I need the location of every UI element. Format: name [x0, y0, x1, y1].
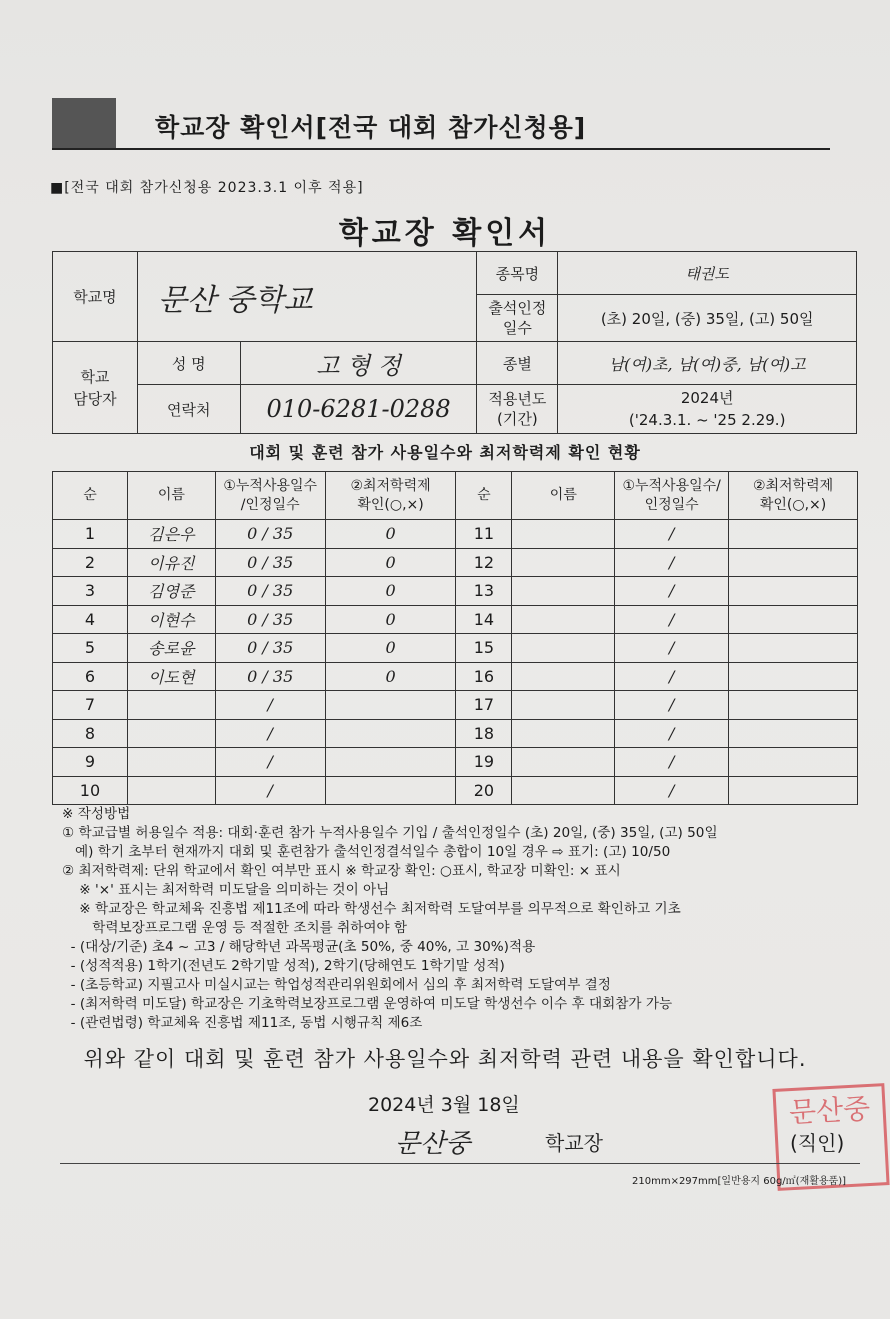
academic-check [729, 748, 858, 777]
days-value: 0 / 35 [215, 605, 325, 634]
row-no: 14 [456, 605, 512, 634]
academic-check [729, 577, 858, 606]
col-name: 이름 [127, 472, 215, 520]
row-no: 7 [53, 691, 128, 720]
days-value: / [215, 776, 325, 805]
days-value: / [615, 691, 729, 720]
table-row [53, 577, 858, 606]
academic-check: 0 [325, 520, 456, 549]
days-value: / [215, 748, 325, 777]
instruction-line: - (초등학교) 지필고사 미실시교는 학업성적관리위원회에서 심의 후 최저학력 도달여부 결정 [62, 977, 611, 993]
attendance-value: (초) 20일, (중) 35일, (고) 50일 [558, 295, 857, 342]
student-name [512, 548, 615, 577]
official-seal-icon: 문산중 [772, 1083, 889, 1191]
student-name [512, 719, 615, 748]
student-name [512, 691, 615, 720]
table-row [53, 548, 858, 577]
row-no: 19 [456, 748, 512, 777]
paper-spec: 210mm×297mm[일반용지 60g/㎡(재활용품)] [632, 1176, 847, 1187]
academic-check [729, 776, 858, 805]
student-name: 이현수 [127, 605, 215, 634]
row-no: 16 [456, 662, 512, 691]
row-no: 3 [53, 577, 128, 606]
applies-note: ■[전국 대회 참가신청용 2023.3.1 이후 적용] [50, 180, 364, 196]
academic-check [325, 748, 456, 777]
academic-check [325, 776, 456, 805]
document-title: 학교장 확인서 [338, 216, 552, 251]
days-value: / [615, 605, 729, 634]
year-period: ('24.3.1. ~ '25 2.29.) [628, 411, 786, 429]
row-no: 9 [53, 748, 128, 777]
name-value: 고 형 정 [240, 342, 477, 385]
gender-value: 남(여)초, 남(여)중, 남(여)고 [558, 342, 857, 385]
academic-check: 0 [325, 548, 456, 577]
days-value: / [215, 691, 325, 720]
row-no: 1 [53, 520, 128, 549]
student-name: 이도현 [127, 662, 215, 691]
attendance-label: 출석인정 일수 [477, 295, 558, 342]
year-value: 2024년 [680, 389, 734, 407]
academic-check [729, 634, 858, 663]
row-no: 15 [456, 634, 512, 663]
academic-check [325, 691, 456, 720]
name-label: 성 명 [137, 342, 240, 385]
event-label: 종목명 [477, 252, 558, 295]
student-name [512, 662, 615, 691]
days-value: / [615, 776, 729, 805]
gender-label: 종별 [477, 342, 558, 385]
instruction-line: 예) 학기 초부터 현재까지 대회 및 훈련참가 출석인정결석일수 총합이 10일 경우 ⇨ 표기: (고) 10/50 [62, 844, 671, 860]
col-days: ①누적사용일수 /인정일수 [215, 472, 325, 520]
row-no: 4 [53, 605, 128, 634]
school-name-value: 문산 중학교 [137, 252, 477, 342]
academic-check: 0 [325, 662, 456, 691]
row-no: 8 [53, 719, 128, 748]
instruction-line: - (성적적용) 1학기(전년도 2학기말 성적), 2학기(당해연도 1학기말 성적) [62, 958, 505, 974]
principal-title: 학교장 [545, 1131, 603, 1155]
instruction-line: ※ 학교장은 학교체육 진흥법 제11조에 따라 학생선수 최저학력 도달여부를 의무적으로 확인하고 기초 [62, 901, 681, 917]
student-name [127, 691, 215, 720]
student-name: 송로윤 [127, 634, 215, 663]
table-row [53, 605, 858, 634]
academic-check [729, 719, 858, 748]
row-no: 12 [456, 548, 512, 577]
days-value: / [615, 634, 729, 663]
academic-check: 0 [325, 634, 456, 663]
days-value: / [615, 662, 729, 691]
instruction-line: - (관련법령) 학교체육 진흥법 제11조, 동법 시행규칙 제6조 [62, 1015, 423, 1031]
event-value: 태권도 [558, 252, 857, 295]
days-value: / [615, 520, 729, 549]
student-name: 김은우 [127, 520, 215, 549]
instruction-line: ※ '×' 표시는 최저학력 미도달을 의미하는 것이 아님 [62, 882, 390, 898]
days-value: / [615, 548, 729, 577]
instruction-line: 학력보장프로그램 운영 등 적절한 조치를 취하여야 함 [62, 920, 408, 936]
student-name [127, 776, 215, 805]
instruction-line: - (대상/기준) 초4 ~ 고3 / 해당학년 과목평균(초 50%, 중 40%, 고 30%)적용 [62, 939, 536, 955]
row-no: 17 [456, 691, 512, 720]
days-value: / [615, 577, 729, 606]
academic-check [729, 605, 858, 634]
row-no: 5 [53, 634, 128, 663]
student-name [512, 634, 615, 663]
academic-check [729, 520, 858, 549]
days-value: 0 / 35 [215, 662, 325, 691]
row-no: 11 [456, 520, 512, 549]
table-row [53, 662, 858, 691]
header-rule [52, 148, 830, 150]
col-no-right: 순 [456, 472, 512, 520]
confirmation-text: 위와 같이 대회 및 훈련 참가 사용일수와 최저학력 관련 내용을 확인합니다. [83, 1047, 807, 1071]
student-name [512, 776, 615, 805]
academic-check [729, 548, 858, 577]
col-academic-right: ②최저학력제 확인(○,×) [729, 472, 858, 520]
row-no: 13 [456, 577, 512, 606]
instruction-line: ① 학교급별 허용일수 적용: 대회·훈련 참가 누적사용일수 기입 / 출석인정일수 (초) 20일, (중) 35일, (고) 50일 [62, 825, 718, 841]
student-name [512, 748, 615, 777]
contact-label: 연락처 [137, 385, 240, 434]
days-value: / [615, 748, 729, 777]
table-row [53, 748, 858, 777]
issue-date: 2024년 3월 18일 [368, 1094, 520, 1116]
academic-check [325, 719, 456, 748]
days-value: 0 / 35 [215, 634, 325, 663]
header-title: 학교장 확인서[전국 대회 참가신청용] [155, 113, 587, 142]
contact-value: 010-6281-0288 [240, 385, 477, 434]
principal-signature: 문산중 [395, 1129, 471, 1159]
academic-check [729, 691, 858, 720]
seal-label: (직인) [790, 1131, 845, 1155]
instruction-line: ② 최저학력제: 단위 학교에서 확인 여부만 표시 ※ 학교장 확인: ○표시, 학교장 미확인: × 표시 [62, 863, 621, 879]
student-name [512, 520, 615, 549]
info-table [52, 251, 857, 434]
row-no: 10 [53, 776, 128, 805]
footer-rule [60, 1163, 860, 1164]
col-name-right: 이름 [512, 472, 615, 520]
year-cell [558, 385, 857, 434]
row-no: 6 [53, 662, 128, 691]
summary-title: 대회 및 훈련 참가 사용일수와 최저학력제 확인 현황 [249, 443, 641, 462]
table-row [53, 719, 858, 748]
student-name: 이유진 [127, 548, 215, 577]
days-value: 0 / 35 [215, 520, 325, 549]
days-value: / [215, 719, 325, 748]
year-label: 적용년도 (기간) [477, 385, 558, 434]
instructions [62, 805, 862, 1033]
school-name-label: 학교명 [53, 252, 138, 342]
col-days-right: ①누적사용일수/ 인정일수 [615, 472, 729, 520]
student-name [512, 577, 615, 606]
days-value: / [615, 719, 729, 748]
table-row [53, 520, 858, 549]
header-block [52, 98, 116, 150]
row-no: 2 [53, 548, 128, 577]
days-value: 0 / 35 [215, 577, 325, 606]
student-name [127, 748, 215, 777]
table-row [53, 691, 858, 720]
table-row [53, 634, 858, 663]
student-name [512, 605, 615, 634]
academic-check: 0 [325, 577, 456, 606]
col-academic: ②최저학력제 확인(○,×) [325, 472, 456, 520]
days-value: 0 / 35 [215, 548, 325, 577]
col-no: 순 [53, 472, 128, 520]
manager-label: 학교 담당자 [53, 342, 138, 434]
row-no: 20 [456, 776, 512, 805]
academic-check [729, 662, 858, 691]
table-row [53, 776, 858, 805]
instruction-line: ※ 작성방법 [62, 806, 131, 822]
student-name [127, 719, 215, 748]
row-no: 18 [456, 719, 512, 748]
instruction-line: - (최저학력 미도달) 학교장은 기초학력보장프로그램 운영하여 미도달 학생선수 이수 후 대회참가 가능 [62, 996, 673, 1012]
student-name: 김영준 [127, 577, 215, 606]
academic-check: 0 [325, 605, 456, 634]
usage-table [52, 471, 858, 805]
